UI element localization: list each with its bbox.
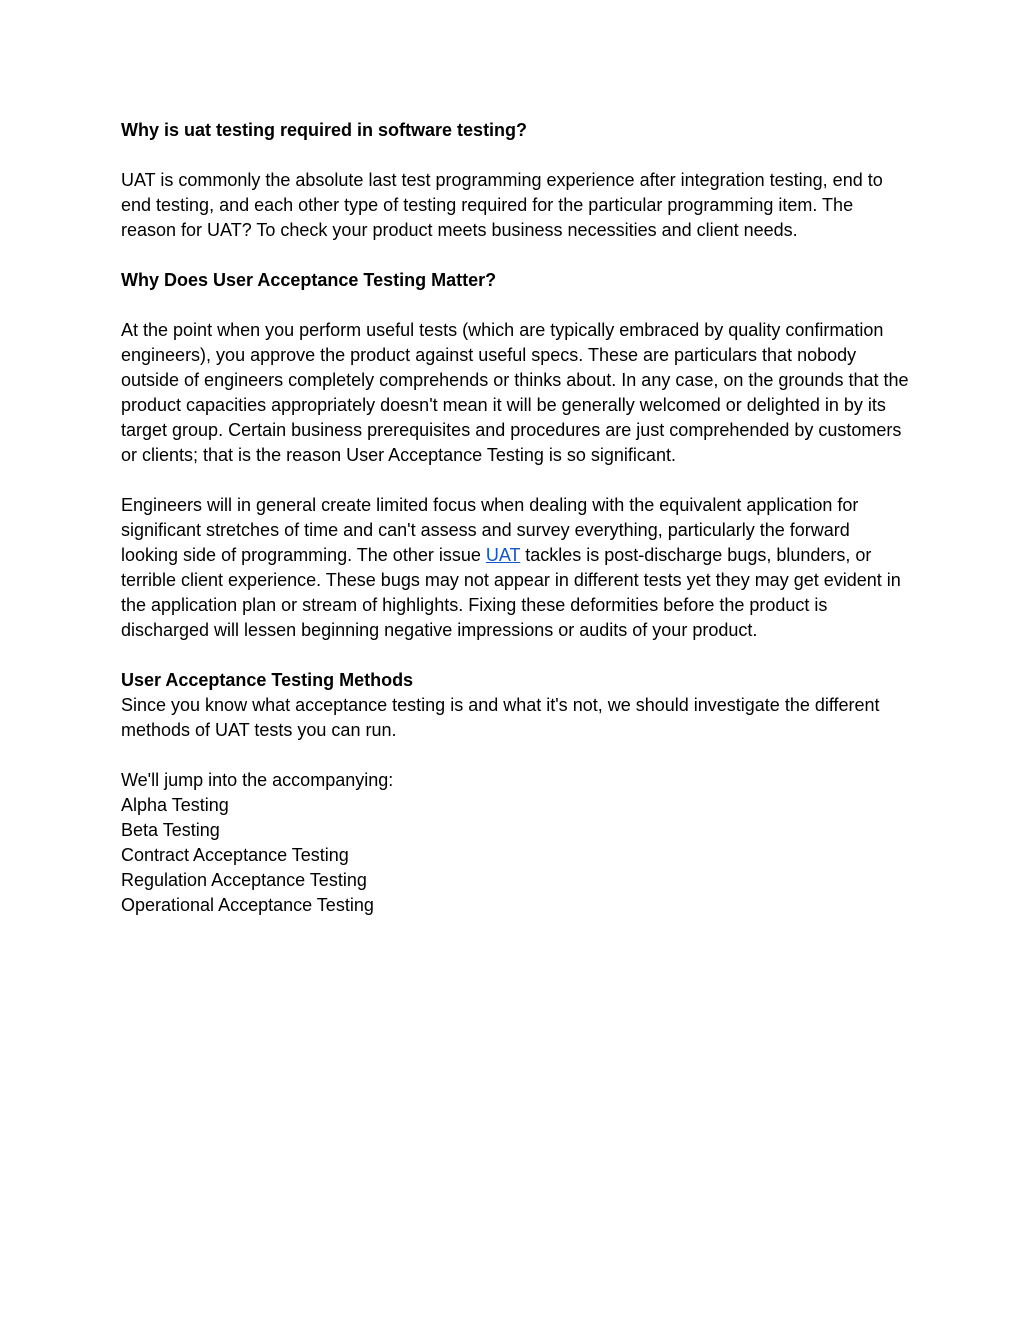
section-heading-uat-required: Why is uat testing required in software testing?	[121, 120, 528, 140]
paragraph-engineers-focus	[121, 493, 911, 643]
method-item-contract: Contract Acceptance Testing	[121, 845, 349, 865]
methods-list-intro: We'll jump into the accompanying:	[121, 770, 394, 790]
method-item-alpha: Alpha Testing	[121, 795, 229, 815]
section-heading-why-uat-matters: Why Does User Acceptance Testing Matter?	[121, 270, 497, 290]
uat-link[interactable]: UAT	[485, 545, 521, 565]
document-page	[121, 118, 911, 918]
paragraph-text-before-link: Engineers will in general create limited focus when dealing with the equivalent application for significant stretches of time and can't assess and survey everything, particularly the forward looking side of programming. The other issue	[121, 495, 859, 565]
paragraph-functional-tests: At the point when you perform useful tests (which are typically embraced by quality confirmation engineers), you approve the product against useful specs. These are particulars that nobody outside of engineers completely comprehends or thinks about. In any case, on the grounds that the product capacities appropriately doesn't mean it will be generally welcomed or delighted in by its target group. Certain business prerequisites and procedures are just comprehended by customers or clients; that is the reason User Acceptance Testing is so significant.	[121, 320, 909, 465]
method-item-beta: Beta Testing	[121, 820, 220, 840]
paragraph-uat-definition: UAT is commonly the absolute last test programming experience after integration testing, end to end testing, and each other type of testing required for the particular programming item. The reason for UAT? To check your product meets business necessities and client needs.	[121, 170, 883, 240]
paragraph-methods-intro: Since you know what acceptance testing is and what it's not, we should investigate the different methods of UAT tests you can run.	[121, 695, 880, 740]
spacer	[121, 243, 911, 268]
paragraph-text-after-link: tackles is post-discharge bugs, blunders, or terrible client experience. These bugs may not appear in different tests yet they may get evident in the application plan or stream of highlights. Fixing these deformities before the product is discharged will lessen beginning negative impressions or audits of your product.	[121, 545, 901, 640]
spacer	[121, 468, 911, 493]
spacer	[121, 743, 911, 768]
methods-list	[121, 793, 911, 918]
method-item-operational: Operational Acceptance Testing	[121, 895, 374, 915]
spacer	[121, 293, 911, 318]
spacer	[121, 643, 911, 668]
section-heading-uat-methods: User Acceptance Testing Methods	[121, 670, 414, 690]
spacer	[121, 143, 911, 168]
method-item-regulation: Regulation Acceptance Testing	[121, 870, 367, 890]
